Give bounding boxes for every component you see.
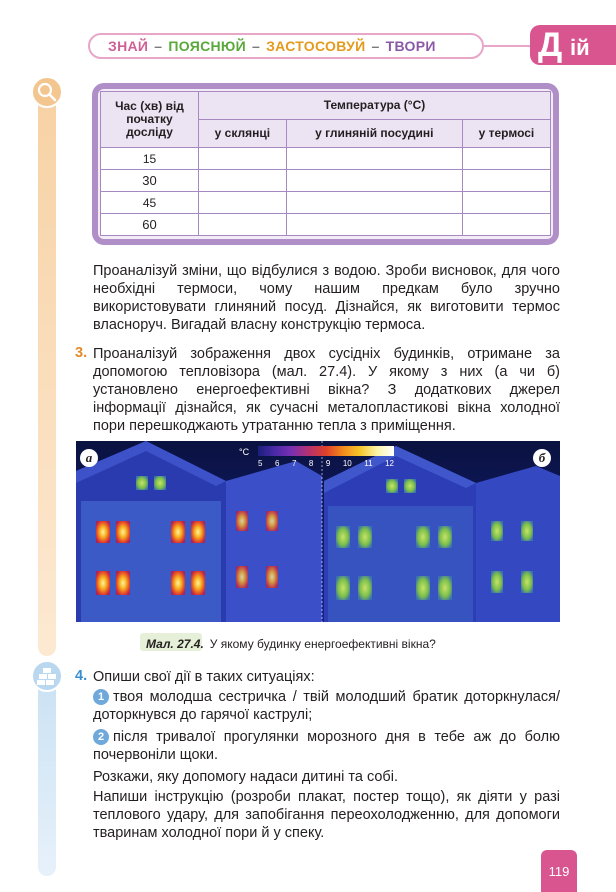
table-row: [101, 148, 551, 170]
empty-cell[interactable]: [199, 214, 287, 236]
empty-cell[interactable]: [462, 192, 550, 214]
side-bar-orange: [38, 96, 56, 656]
time-cell: 60: [101, 214, 199, 236]
scale-tick: 10: [342, 459, 352, 468]
table-row: [101, 170, 551, 192]
caption-text: У якому будинку енергоефективні вікна?: [209, 637, 436, 651]
scale-tick: 7: [291, 459, 297, 468]
empty-cell[interactable]: [286, 170, 462, 192]
time-cell: 15: [101, 148, 199, 170]
column-header-glass: у склянці: [199, 120, 287, 148]
item-number-1: 1: [93, 689, 109, 705]
time-cell: 45: [101, 192, 199, 214]
empty-cell[interactable]: [286, 148, 462, 170]
header-divider: [484, 45, 532, 47]
column-header-temperature: Температура (°С): [199, 92, 551, 120]
temperature-scale-unit: °С: [239, 447, 250, 457]
section-badge: [530, 25, 616, 65]
page-number: 119: [541, 850, 577, 892]
task-3-number: 3.: [75, 345, 88, 361]
side-bar-blue: [38, 680, 56, 876]
column-header-time: Час (хв) від початку досліду: [101, 92, 199, 148]
table-row: [101, 192, 551, 214]
table-row: [101, 214, 551, 236]
section-header: [88, 33, 484, 59]
header-dash: –: [371, 38, 380, 54]
column-header-clay-pot: у глиняній посудині: [286, 120, 462, 148]
figure-caption: [146, 637, 436, 651]
thermal-image: [76, 441, 560, 622]
task-4-item-1: [93, 688, 560, 724]
task-4-number: 4.: [75, 668, 88, 684]
empty-cell[interactable]: [199, 192, 287, 214]
scale-tick: 9: [325, 459, 331, 468]
empty-cell[interactable]: [462, 148, 550, 170]
task-3-text: Проаналізуй зображення двох сусідніх будинків, отримане за допомогою тепловізора (мал. 27.4). У якому з них (а чи б) установлено енергоефективні вікна? З додаткових джерел інформації дізнайся, як сучасні металопластикові вікна холодної пори перешкоджають утратанню тепла з приміщення.: [93, 346, 560, 434]
header-dash: –: [154, 38, 163, 54]
header-word-apply: ЗАСТОСОВУЙ: [266, 38, 366, 54]
magnifier-icon: [31, 76, 63, 108]
empty-cell[interactable]: [462, 214, 550, 236]
caption-number: Мал. 27.4.: [146, 637, 204, 651]
item-number-2: 2: [93, 729, 109, 745]
scale-tick: 6: [274, 459, 280, 468]
temperature-table-frame: [92, 83, 559, 245]
badge-letter: Д: [538, 26, 563, 64]
building-blocks-icon: [31, 660, 63, 692]
header-word-create: ТВОРИ: [385, 38, 436, 54]
temperature-scale-bar: [258, 446, 394, 456]
task-4-intro: Опиши свої дії в таких ситуаціях:: [93, 669, 315, 685]
task-4-help-text: Розкажи, яку допомогу надаси дитині та собі.: [93, 769, 398, 785]
scale-tick: 5: [258, 459, 263, 468]
item-1-text: твоя молодша сестричка / твій молодший братик доторкнулася/доторкнувся до гарячої каструлі;: [93, 689, 560, 723]
column-header-thermos: у термосі: [462, 120, 550, 148]
temperature-table: [100, 91, 551, 236]
empty-cell[interactable]: [199, 148, 287, 170]
header-dash: –: [252, 38, 261, 54]
empty-cell[interactable]: [199, 170, 287, 192]
empty-cell[interactable]: [286, 214, 462, 236]
analysis-paragraph: Проаналізуй зміни, що відбулися з водою. Зроби висновок, для чого необхідні термоси, чому нашим предкам було зручно використовувати глиняний посуд. Дізнайся, як виготовити термос власноруч. Вигадай власну конструкцію термоса.: [93, 263, 560, 333]
badge-suffix: ій: [570, 35, 590, 60]
empty-cell[interactable]: [286, 192, 462, 214]
task-4-item-2: [93, 728, 560, 764]
figure-label-a: а: [80, 449, 98, 467]
item-2-text: після тривалої прогулянки морозного дня в тебе аж до болю почервоніли щоки.: [93, 729, 560, 763]
scale-tick: 12: [385, 459, 394, 468]
figure-label-b: б: [533, 449, 551, 467]
empty-cell[interactable]: [462, 170, 550, 192]
task-4-instruction-text: Напиши інструкцію (розроби плакат, постер тощо), як діяти у разі теплового удару, для запобігання переохолодженню, для допомоги тваринам холодної пори й у спеку.: [93, 789, 560, 841]
header-word-explain: ПОЯСНЮЙ: [168, 38, 247, 54]
header-word-know: ЗНАЙ: [108, 38, 149, 54]
scale-tick: 11: [364, 459, 373, 468]
time-cell: 30: [101, 170, 199, 192]
scale-tick: 8: [308, 459, 314, 468]
temperature-scale-ticks: [258, 459, 394, 468]
